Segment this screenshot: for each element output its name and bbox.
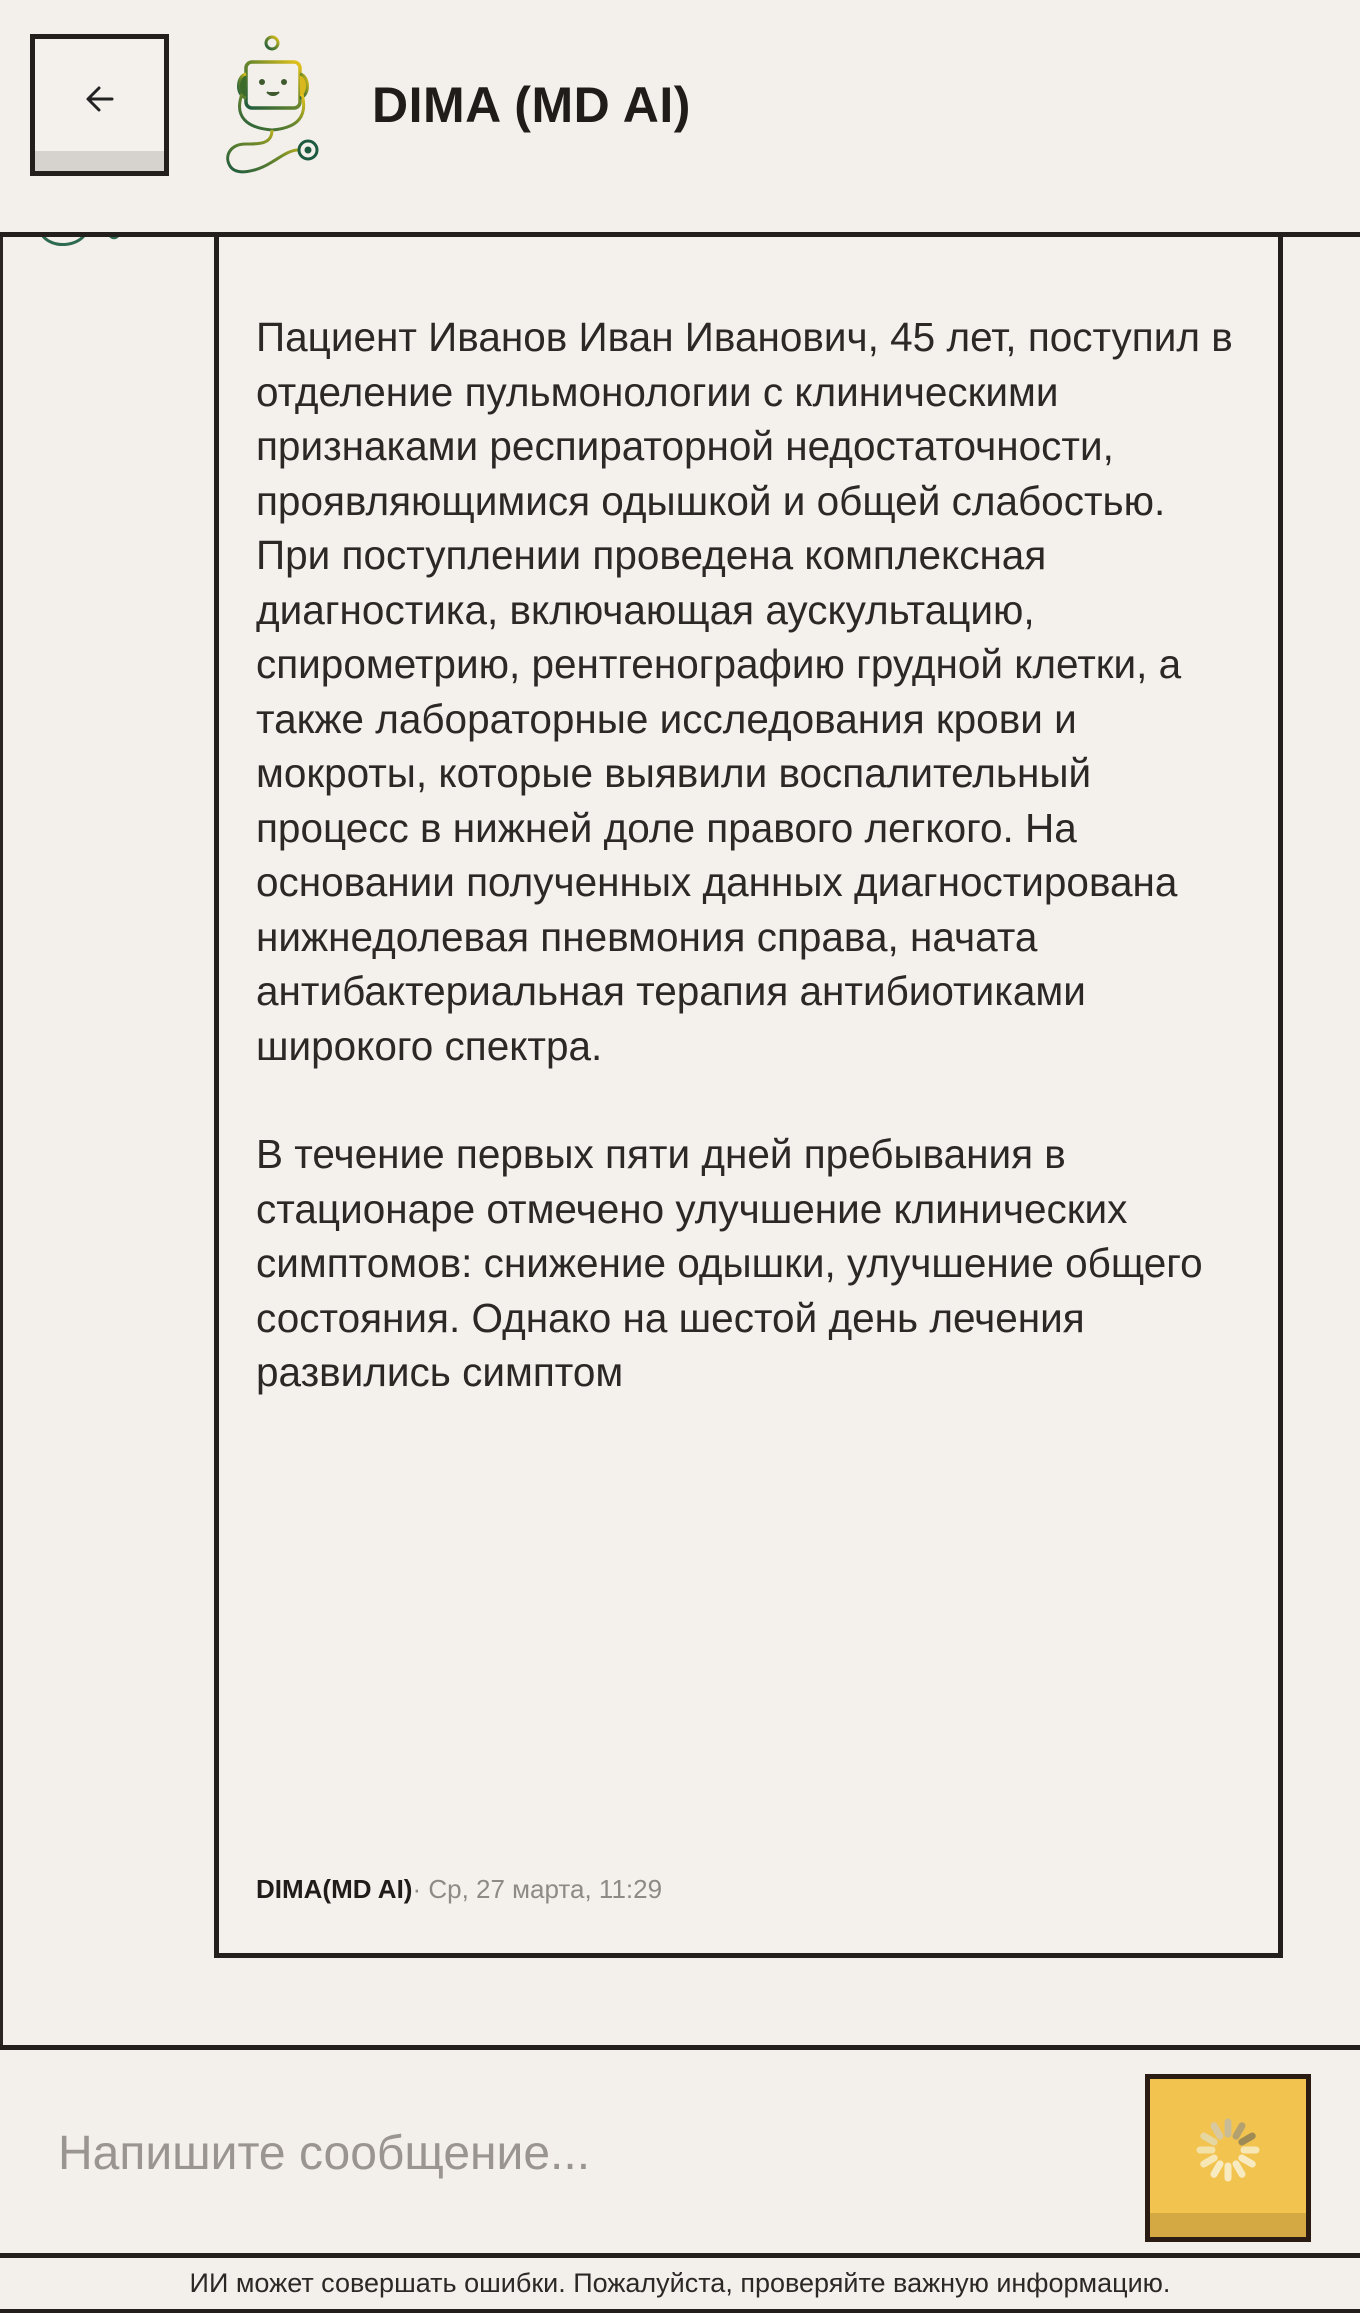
robot-stethoscope-icon (212, 32, 330, 178)
message-composer (0, 2045, 1360, 2256)
meta-separator: · (412, 1874, 422, 1904)
loading-spinner-icon (1192, 2114, 1264, 2186)
disclaimer-footer (0, 2253, 1360, 2313)
back-button[interactable] (30, 34, 169, 176)
chat-title: DIMA (MD AI) (372, 77, 691, 133)
back-button-shadow (35, 151, 164, 171)
message-paragraph-1: Пациент Иванов Иван Иванович, 45 лет, поступил в отделение пульмонологии с клиническими признаками респираторной недостаточности, проявляющимися одышкой и общей слабостью. При поступлении проведена комплексная диагностика, включающая аускультацию, спирометрию, рентгенографию грудной клетки, а также лабораторные исследования крови и мокроты, которые выявили воспалительный процесс в нижней доле правого легкого. На основании полученных данных диагностирована нижнедолевая пневмония справа, начата антибактериальная терапия антибиотиками широкого спектра. (256, 314, 1244, 1069)
disclaimer-text: ИИ может совершать ошибки. Пожалуйста, проверяйте важную информацию. (189, 2268, 1171, 2298)
message-paragraph-2: В течение первых пяти дней пребывания в стационаре отмечено улучшение клинических симптомов: снижение одышки, улучшение общего состояния. Однако на шестой день лечения развились симптом (256, 1131, 1214, 1395)
bot-avatar-icon (38, 237, 128, 259)
message-sender: DIMA(MD AI) (256, 1874, 413, 1904)
arrow-left-icon (82, 81, 118, 117)
message-meta (256, 1874, 662, 1905)
send-button[interactable] (1145, 2074, 1311, 2242)
message-input[interactable] (58, 2098, 1098, 2208)
bot-message-bubble (214, 237, 1283, 1958)
message-timestamp: Ср, 27 марта, 11:29 (428, 1874, 663, 1904)
chat-message-list[interactable] (0, 237, 1360, 2045)
send-button-shadow (1150, 2213, 1306, 2237)
chat-header (0, 0, 1360, 237)
